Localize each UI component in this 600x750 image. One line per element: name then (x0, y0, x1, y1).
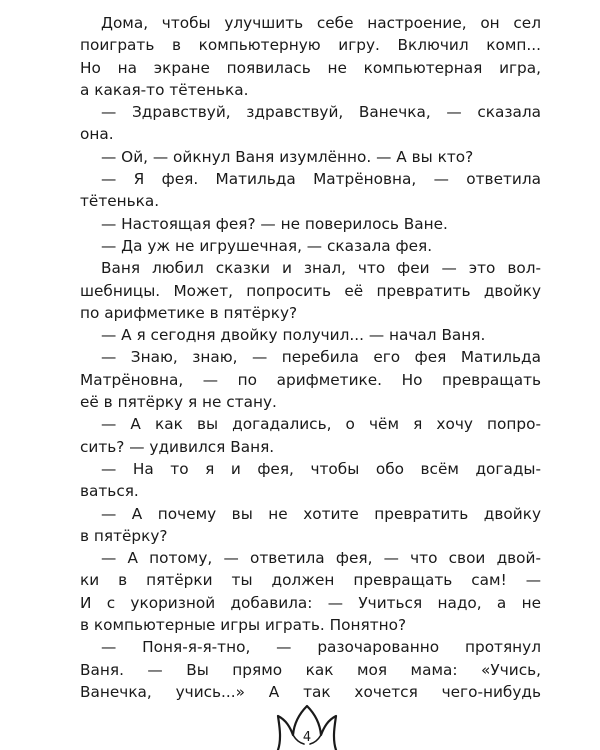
text-line: Ваня любил сказки и знал, что феи — это вол- (101, 259, 541, 278)
text-line: — Здравствуй, здравствуй, Ванечка, — сказала (101, 103, 541, 122)
text-line: — А потому, — ответила фея, — что свои двой- (101, 549, 541, 568)
paragraph (80, 503, 541, 548)
text-line: Но на экране появилась не компьютерная игра, (80, 58, 541, 77)
paragraph (80, 346, 541, 413)
text-line: в компьютерные игры играть. Понятно? (80, 616, 407, 635)
paragraph (80, 213, 541, 235)
page-footer (274, 700, 340, 750)
text-line: Ванечка, учись...» А так хочется чего-нибудь (80, 682, 541, 701)
paragraph (80, 547, 541, 636)
text-line: — А я сегодня двойку получил... — начал Ваня. (101, 326, 486, 345)
book-page-text (80, 12, 541, 703)
paragraph (80, 235, 541, 257)
text-line: Матрёновна, — по арифметике. Но превращать (80, 370, 541, 389)
text-line: сить? — удивился Ваня. (80, 437, 275, 456)
text-line: — Ой, — ойкнул Ваня изумлённо. — А вы кто? (101, 147, 474, 166)
paragraph (80, 636, 541, 703)
text-line: — Знаю, знаю, — перебила его фея Матильда (101, 348, 541, 367)
text-line: тётенька. (80, 192, 160, 211)
text-line: И с укоризной добавила: — Учиться надо, а не (80, 593, 541, 612)
text-line: шебницы. Может, попросить её превратить двойку (80, 281, 541, 300)
text-line: — На то я и фея, чтобы обо всём догады- (101, 459, 541, 478)
paragraph (80, 168, 541, 213)
text-line: она. (80, 125, 114, 144)
text-line: в пятёрку? (80, 526, 168, 545)
text-line: — Да уж не игрушечная, — сказала фея. (101, 236, 433, 255)
text-line: — Поня-я-я-тно, — разочарованно протянул (101, 638, 541, 657)
text-line: — Настоящая фея? — не поверилось Ване. (101, 214, 448, 233)
text-line: её в пятёрку я не стану. (80, 393, 277, 412)
page-number: 4 (302, 730, 312, 745)
text-line: а какая-то тётенька. (80, 80, 249, 99)
paragraph (80, 324, 541, 346)
paragraph (80, 257, 541, 324)
text-line: Ваня. — Вы прямо как моя мама: «Учись, (80, 660, 541, 679)
paragraph (80, 101, 541, 146)
paragraph (80, 12, 541, 101)
paragraph (80, 146, 541, 168)
text-line: ваться. (80, 482, 139, 501)
text-line: — Я фея. Матильда Матрёновна, — ответила (101, 170, 541, 189)
paragraph (80, 458, 541, 503)
text-line: Дома, чтобы улучшить себе настроение, он сел (101, 14, 541, 32)
text-line: поиграть в компьютерную игру. Включил комп... (80, 36, 541, 55)
text-line: ки в пятёрки ты должен превращать сам! — (80, 571, 541, 590)
text-line: — А почему вы не хотите превратить двойку (101, 504, 541, 523)
text-line: по арифметике в пятёрку? (80, 303, 298, 322)
paragraph (80, 413, 541, 458)
text-line: — А как вы догадались, о чём я хочу попро- (101, 415, 541, 434)
